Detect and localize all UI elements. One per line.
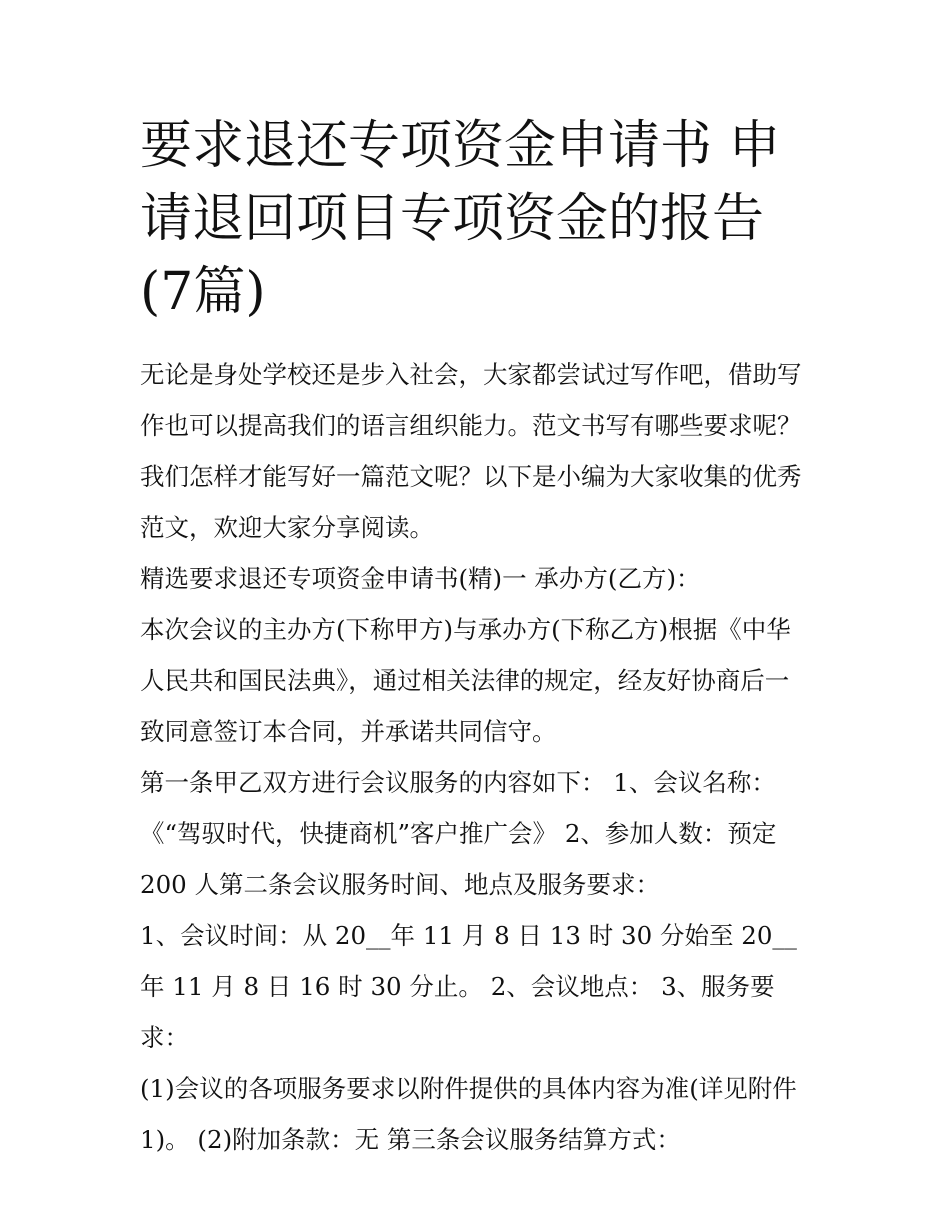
paragraph-section-heading: 精选要求退还专项资金申请书(精)一 承办方(乙方)：: [140, 564, 701, 593]
paragraph-service-requirements: (1)会议的各项服务要求以附件提供的具体内容为准(详见附件1)。 (2)附加条款：无 第三条会议服务结算方式：: [140, 1074, 797, 1154]
document-body: [140, 349, 812, 1165]
paragraph-contract-preamble: 本次会议的主办方(下称甲方)与承办方(下称乙方)根据《中华人民共和国民法典》，通过相关法律的规定，经友好协商后一致同意签订本合同，并承诺共同信守。: [140, 615, 791, 746]
paragraph-intro: 无论是身处学校还是步入社会，大家都尝试过写作吧，借助写作也可以提高我们的语言组织能力。范文书写有哪些要求呢？我们怎样才能写好一篇范文呢？以下是小编为大家收集的优秀范文，欢迎大家分享阅读。: [140, 360, 802, 542]
paragraph-meeting-time: 1、会议时间：从 20__年 11 月 8 日 13 时 30 分始至 20__年 11 月 8 日 16 时 30 分止。 2、会议地点： 3、服务要求：: [140, 921, 797, 1052]
paragraph-article-one: 第一条甲乙双方进行会议服务的内容如下： 1、会议名称：《“驾驭时代，快捷商机”客户推广会》 2、参加人数：预定200 人第二条会议服务时间、地点及服务要求：: [140, 768, 777, 899]
document-title: 要求退还专项资金申请书 申请退回项目专项资金的报告(7篇): [140, 116, 781, 322]
document-page: [140, 110, 812, 1165]
